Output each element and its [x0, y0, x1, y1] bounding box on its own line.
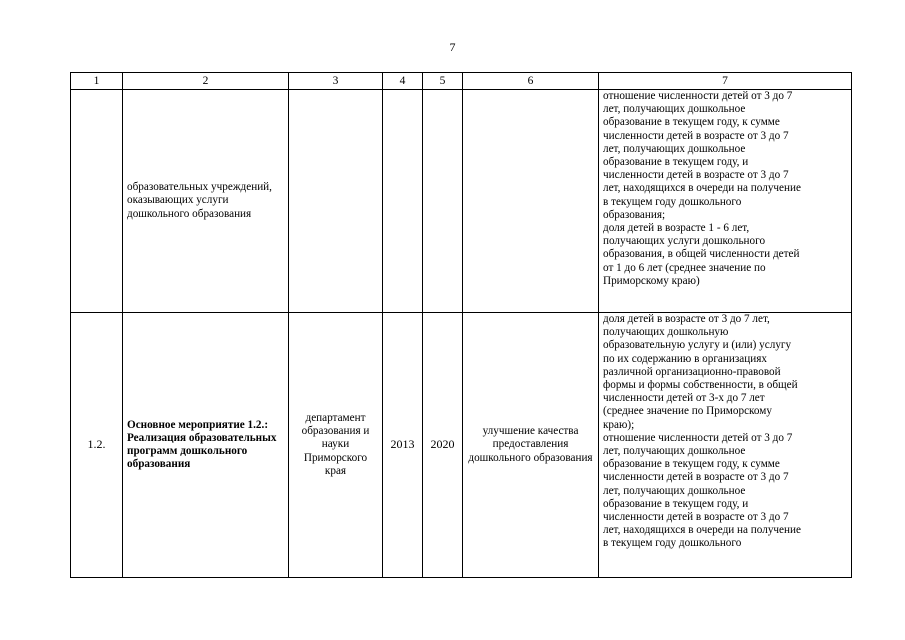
- indicator-line: отношение численности детей от 3 до 7: [603, 431, 793, 444]
- table-row: [71, 313, 852, 578]
- indicator-line: лет, находящихся в очереди на получение: [603, 524, 801, 537]
- row-number-cell: 1.2.: [71, 313, 123, 578]
- activity-name-cell: образовательных учреждений, оказывающих услуги дошкольного образования: [123, 90, 289, 313]
- indicator-line: образование в текущем году, к сумме: [603, 458, 780, 471]
- result-cell: улучшение качества предоставления дошкольного образования: [463, 313, 599, 578]
- indicator-line: образование в текущем году, и: [603, 497, 749, 510]
- indicator-line: доля детей в возрасте 1 - 6 лет,: [603, 222, 750, 235]
- indicator-line: численности детей в возрасте от 3 до 7: [603, 471, 789, 484]
- page-number: 7: [449, 40, 456, 54]
- header-col-2: 2: [123, 73, 289, 90]
- header-col-3: 3: [289, 73, 383, 90]
- indicator-line: лет, находящихся в очереди на получение: [603, 182, 801, 195]
- indicator-line: образования, в общей численности детей: [603, 248, 800, 261]
- indicator-line: Приморскому краю): [603, 274, 700, 287]
- indicator-line: лет, получающих дошкольное: [603, 484, 746, 497]
- header-col-7: 7: [599, 73, 852, 90]
- start-year-cell: 2013: [383, 313, 423, 578]
- header-row: [71, 73, 852, 90]
- header-col-1: 1: [71, 73, 123, 90]
- activity-name-cell: Основное мероприятие 1.2.: Реализация образовательных программ дошкольного образования: [123, 313, 289, 578]
- end-year-cell: [423, 90, 463, 313]
- indicator-line: численности детей в возрасте от 3 до 7: [603, 129, 789, 142]
- indicator-line: численности детей в возрасте от 3 до 7: [603, 511, 789, 524]
- result-cell: [463, 90, 599, 313]
- indicator-line: по их содержанию в организациях: [603, 352, 767, 365]
- indicator-line: лет, получающих дошкольное: [603, 103, 746, 116]
- start-year-cell: [383, 90, 423, 313]
- row-number-cell: [71, 90, 123, 313]
- indicator-line: (среднее значение по Приморскому: [603, 405, 772, 418]
- indicator-line: численности детей от 3-х до 7 лет: [603, 392, 765, 405]
- indicators-cell: [599, 90, 852, 313]
- indicator-line: численности детей в возрасте от 3 до 7: [603, 169, 789, 182]
- end-year-cell: 2020: [423, 313, 463, 578]
- executor-cell: [289, 90, 383, 313]
- indicator-line: получающих дошкольную: [603, 326, 729, 339]
- indicator-line: отношение численности детей от 3 до 7: [603, 90, 793, 102]
- indicator-line: образования;: [603, 208, 666, 221]
- header-col-4: 4: [383, 73, 423, 90]
- header-col-5: 5: [423, 73, 463, 90]
- indicator-line: лет, получающих дошкольное: [603, 445, 746, 458]
- indicator-line: образование в текущем году, и: [603, 156, 749, 169]
- indicator-line: различной организационно-правовой: [603, 365, 781, 378]
- header-col-6: 6: [463, 73, 599, 90]
- table-row: [71, 90, 852, 313]
- indicator-line: в текущем году дошкольного: [603, 195, 742, 208]
- indicator-line: образовательную услугу и (или) услугу: [603, 339, 792, 352]
- indicator-line: формы и формы собственности, в общей: [603, 379, 798, 392]
- indicator-line: доля детей в возрасте от 3 до 7 лет,: [603, 313, 770, 325]
- executor-cell: департамент образования и науки Приморского края: [289, 313, 383, 578]
- indicator-line: в текущем году дошкольного: [603, 537, 742, 550]
- indicator-line: краю);: [603, 418, 635, 431]
- indicator-line: от 1 до 6 лет (среднее значение по: [603, 261, 766, 274]
- program-table: [70, 72, 852, 578]
- indicators-cell: [599, 313, 852, 578]
- indicator-line: получающих услуги дошкольного: [603, 235, 766, 248]
- indicator-line: лет, получающих дошкольное: [603, 142, 746, 155]
- indicator-line: образование в текущем году, к сумме: [603, 116, 780, 129]
